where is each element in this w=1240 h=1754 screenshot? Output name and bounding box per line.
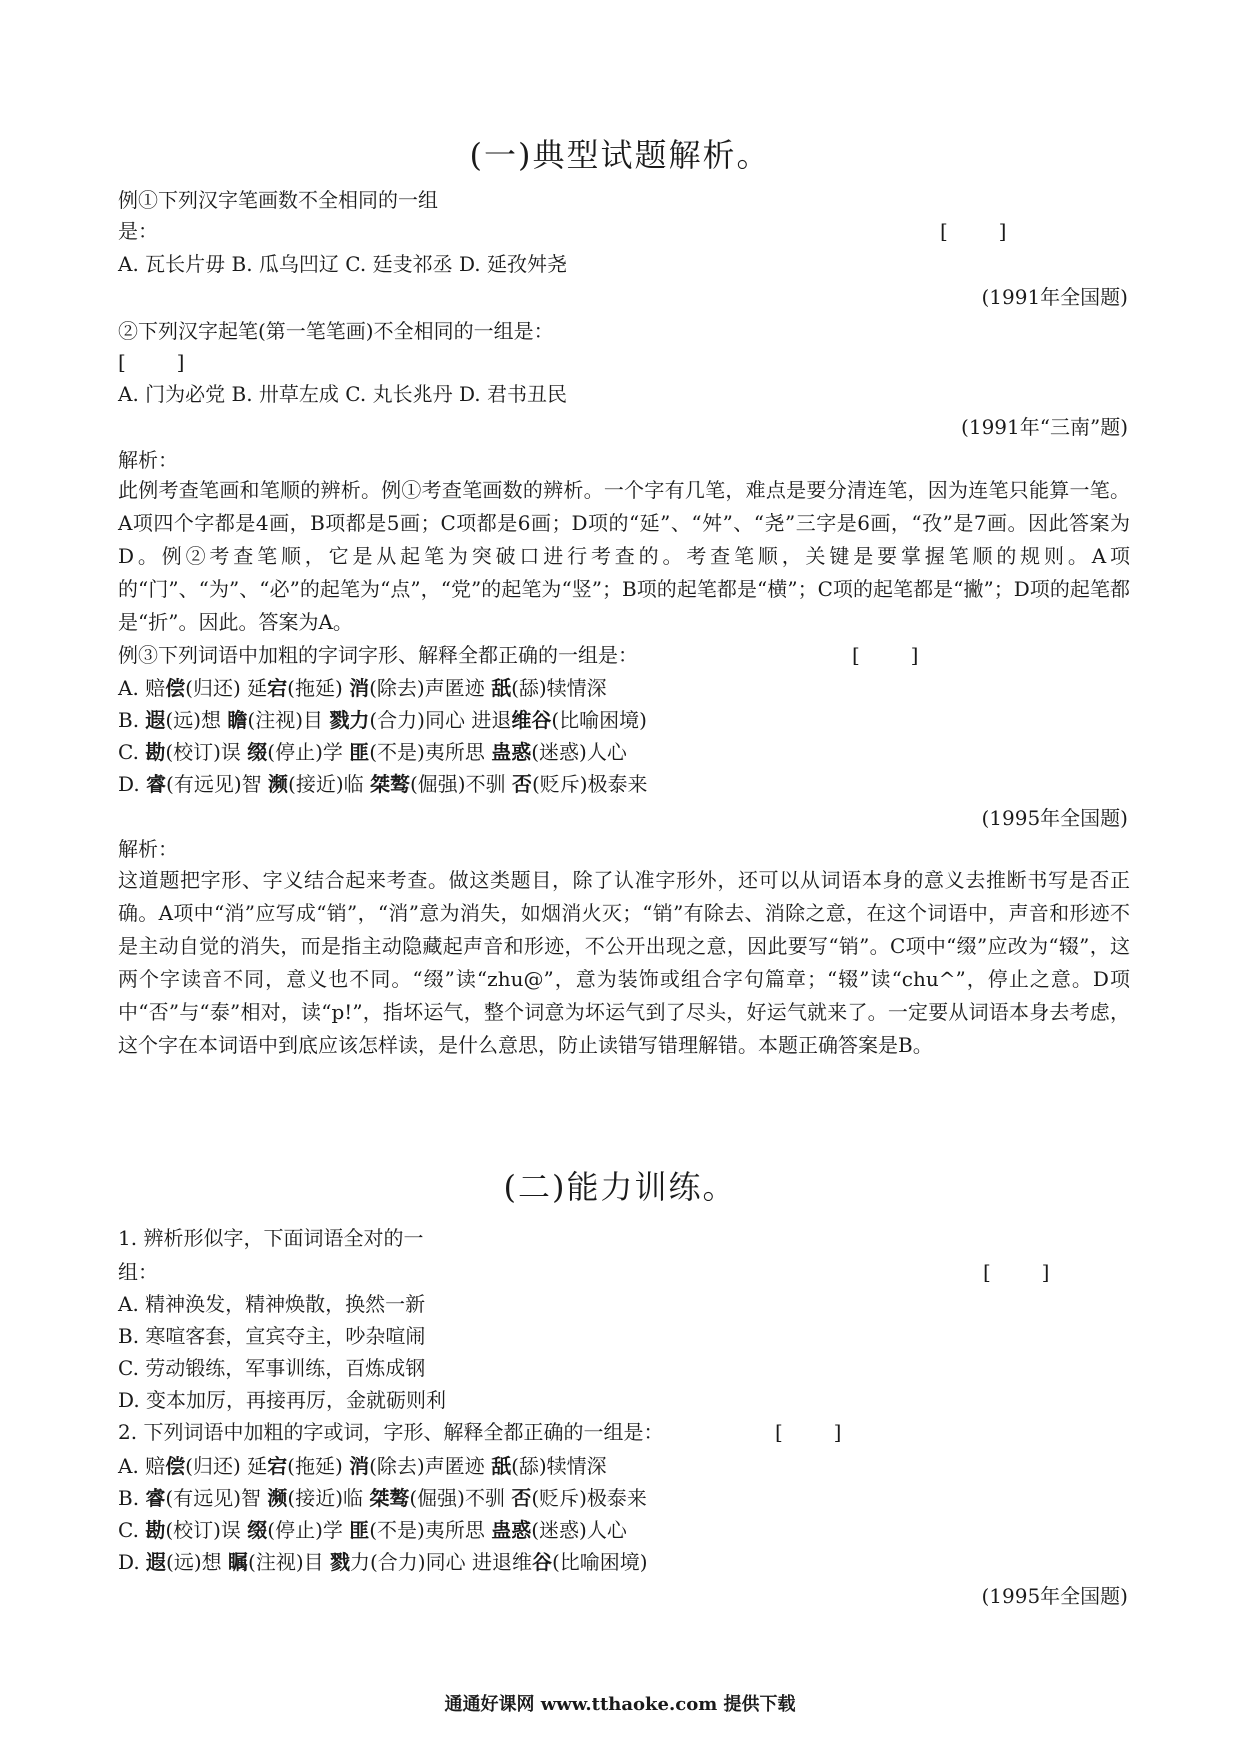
option-text: (不是)夷所思 [369, 1518, 492, 1542]
option-text: 力(合力)同心 进退维 [349, 1550, 532, 1574]
bold-term: 戮 [329, 1550, 350, 1574]
example-3-option-d [118, 770, 1128, 798]
option-text: (比喻困境) [551, 708, 647, 732]
option-text: (拖延) [287, 676, 350, 700]
bold-term: 遐 [145, 708, 166, 732]
bold-term: 蛊惑 [491, 1518, 532, 1542]
question-2-option-a [118, 1452, 1128, 1480]
option-text: (舔)犊情深 [511, 676, 607, 700]
option-text: (归还) 延 [185, 1454, 268, 1478]
option-text: (停止)学 [267, 740, 350, 764]
bold-term: 戮力 [329, 708, 370, 732]
question-2-option-d [118, 1548, 1128, 1576]
analysis-label: 解析： [118, 837, 178, 861]
option-text: (迷惑)人心 [531, 1518, 627, 1542]
question-1-option-c: C. 劳动锻练，军事训练，百炼成钢 [118, 1356, 426, 1380]
bold-term: 蛊惑 [491, 740, 532, 764]
option-text: (校订)误 [165, 740, 248, 764]
example-3-option-a [118, 674, 1128, 702]
option-text: (拖延) [287, 1454, 350, 1478]
bold-term: 匪 [349, 740, 370, 764]
analysis-paragraph-2: 这道题把字形、字义结合起来考查。做这类题目，除了认准字形外，还可以从词语本身的意义去推断书写是否正确。A项中“消”应写成“销”，“消”意为消失，如烟消火灭；“销”有除去、消除之意，在这个词语中，声音和形迹不是主动自觉的消失，而是指主动隐藏起声音和形迹，不公开出现之意，因此要写“销”。C项中“缀”应改为“辍”，这两个字读音不同，意义也不同。“缀”读“zhu@”，意为装饰或组合字句篇章；“辍”读“chu^”，停止之意。D项中“否”与“泰”相对，读“p!”，指坏运气，整个词意为坏运气到了尽头，好运气就来了。一定要从词语本身去考虑，这个字在本词语中到底应该怎样读，是什么意思，防止读错写错理解错。本题正确答案是B。 [118, 868, 1130, 1057]
option-text: (除去)声匿迹 [369, 676, 492, 700]
option-text: D. [118, 772, 147, 796]
option-text: A. 赔 [118, 676, 166, 700]
question-1-option-b: B. 寒喧客套，宣宾夺主，吵杂喧闹 [118, 1324, 426, 1348]
option-text: (比喻困境) [551, 1550, 648, 1574]
bold-term: 消 [349, 676, 370, 700]
option-text: (贬斥)极泰来 [531, 1486, 647, 1510]
answer-bracket: [ ] [775, 1420, 842, 1444]
option-text: (迷惑)人心 [531, 740, 627, 764]
page-footer: 通通好课网 www.tthaoke.com 提供下载 [444, 1694, 796, 1715]
bold-term: 瞻 [227, 708, 248, 732]
option-text: (有远见)智 [166, 772, 269, 796]
question-2-option-c [118, 1516, 1128, 1544]
question-1-cont: 组： [118, 1260, 158, 1284]
question-2-option-b [118, 1484, 1128, 1512]
answer-bracket: [ ] [118, 350, 185, 374]
bold-term: 勘 [145, 1518, 166, 1542]
option-text: (不是)夷所思 [369, 740, 492, 764]
bold-term: 濒 [268, 772, 289, 796]
example-2-options: A. 门为必党 B. 卅草左成 C. 丸长兆丹 D. 君书丑民 [118, 382, 567, 406]
bold-term: 舐 [491, 1454, 512, 1478]
section-title-2: (二)能力训练。 [503, 1168, 737, 1206]
option-text: (贬斥)极泰来 [531, 772, 648, 796]
bold-term: 桀骜 [369, 1486, 410, 1510]
example-1-question: 例①下列汉字笔画数不全相同的一组 [118, 188, 438, 212]
bold-term: 缀 [247, 740, 268, 764]
bold-term: 谷 [531, 1550, 552, 1574]
example-3-option-c [118, 738, 1128, 766]
option-text: (有远见)智 [165, 1486, 268, 1510]
bold-term: 否 [511, 1486, 532, 1510]
analysis-label: 解析： [118, 448, 178, 472]
bold-term: 消 [349, 1454, 370, 1478]
bold-term: 缀 [247, 1518, 268, 1542]
question-1-option-a: A. 精神涣发，精神焕散，换然一新 [118, 1292, 426, 1316]
question-2-source: (1995年全国题) [981, 1584, 1128, 1608]
bold-term: 偿 [165, 676, 186, 700]
option-text: D. [118, 1550, 147, 1574]
option-text: (接近)临 [288, 772, 370, 796]
option-text: C. [118, 1518, 146, 1542]
option-text: (校订)误 [165, 1518, 248, 1542]
option-text: (停止)学 [267, 1518, 350, 1542]
bold-term: 宕 [267, 1454, 288, 1478]
bold-term: 濒 [267, 1486, 288, 1510]
section-title-1: (一)典型试题解析。 [469, 136, 771, 174]
bold-term: 舐 [491, 676, 512, 700]
bold-term: 维谷 [511, 708, 552, 732]
bold-term: 宕 [267, 676, 288, 700]
bold-term: 遐 [146, 1550, 167, 1574]
bold-term: 否 [511, 772, 532, 796]
example-1-options: A. 瓦长片毋 B. 瓜乌凹辽 C. 廷叏祁丞 D. 延孜舛尧 [118, 252, 567, 276]
answer-bracket: [ ] [983, 1260, 1050, 1284]
bold-term: 勘 [145, 740, 166, 764]
example-2-source: (1991年“三南”题) [961, 415, 1128, 439]
example-2-question: ②下列汉字起笔(第一笔笔画)不全相同的一组是： [118, 319, 554, 343]
example-1-source: (1991年全国题) [981, 285, 1128, 309]
answer-bracket: [ ] [852, 643, 919, 667]
analysis-paragraph-1: 此例考查笔画和笔顺的辨析。例①考查笔画数的辨析。一个字有几笔，难点是要分清连笔，因为连笔只能算一笔。A项四个字都是4画，B项都是5画；C项都是6画；D项的“延”、“舛”、“尧”三字是6画，“孜”是7画。因此答案为D。例②考查笔顺，它是从起笔为突破口进行考查的。考查笔顺，关键是要掌握笔顺的规则。A项的“门”、“为”、“必”的起笔为“点”，“党”的起笔为“竖”；B项的起笔都是“横”；C项的起笔都是“撇”；D项的起笔都是“折”。因此。答案为A。 [118, 478, 1130, 634]
bold-term: 匪 [349, 1518, 370, 1542]
example-3-option-b [118, 706, 1128, 734]
option-text: (远)想 [166, 1550, 229, 1574]
option-text: B. [118, 1486, 146, 1510]
option-text: (合力)同心 进退 [369, 708, 512, 732]
question-1-option-d: D. 变本加厉，再接再厉，金就砺则利 [118, 1388, 447, 1412]
option-text: (远)想 [165, 708, 228, 732]
answer-bracket: [ ] [940, 219, 1007, 243]
bold-term: 桀骜 [369, 772, 410, 796]
bold-term: 瞩 [228, 1550, 249, 1574]
option-text: (接近)临 [287, 1486, 370, 1510]
option-text: (倔强)不驯 [409, 1486, 512, 1510]
bold-term: 睿 [146, 772, 167, 796]
option-text: (归还) 延 [185, 676, 268, 700]
option-text: A. 赔 [118, 1454, 166, 1478]
example-1-question-cont: 是： [118, 219, 158, 243]
bold-term: 偿 [165, 1454, 186, 1478]
option-text: (舔)犊情深 [511, 1454, 607, 1478]
example-3-source: (1995年全国题) [981, 806, 1128, 830]
option-text: (注视)目 [247, 708, 330, 732]
example-3-question: 例③下列词语中加粗的字词字形、解释全都正确的一组是： [118, 643, 638, 667]
option-text: (除去)声匿迹 [369, 1454, 492, 1478]
option-text: B. [118, 708, 146, 732]
option-text: (注视)目 [248, 1550, 330, 1574]
option-text: C. [118, 740, 146, 764]
question-1: 1. 辨析形似字，下面词语全对的一 [118, 1226, 424, 1250]
bold-term: 睿 [145, 1486, 166, 1510]
question-2: 2. 下列词语中加粗的字或词，字形、解释全都正确的一组是： [118, 1420, 664, 1444]
option-text: (倔强)不驯 [409, 772, 512, 796]
